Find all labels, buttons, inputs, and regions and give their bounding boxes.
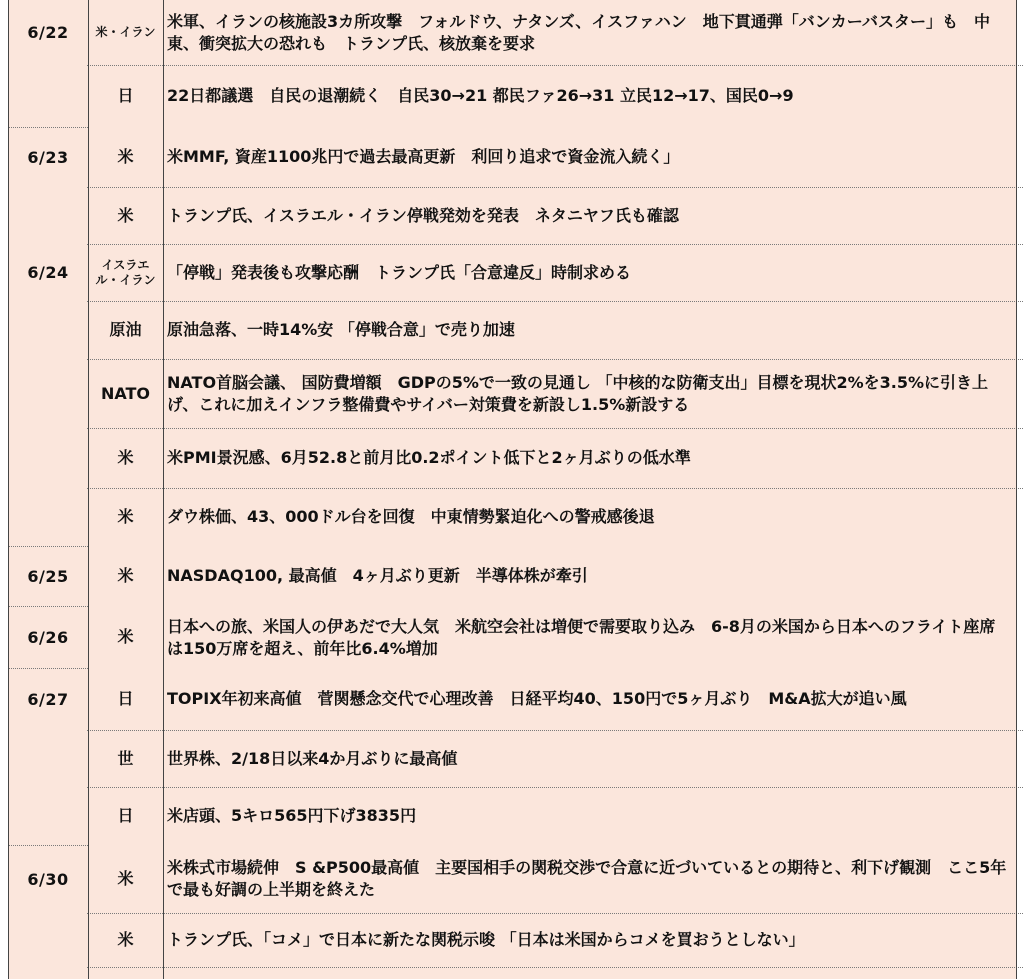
table-row xyxy=(0,488,1024,546)
column-divider xyxy=(8,0,9,979)
row-divider xyxy=(8,127,88,128)
row-date xyxy=(8,428,88,488)
row-headline: 日本への旅、米国人の伊あだで大人気 米航空会社は増便で需要取り込み 6-8月の米国から日本へのフライト座席は150万席を超え、前年比6.4%増加 xyxy=(167,617,996,658)
row-headline: ダウ株価、43、000ドル台を回復 中東情勢緊迫化への警戒感後退 xyxy=(167,507,655,526)
row-divider xyxy=(87,967,1024,968)
row-headline: 米株式市場続伸 S &P500最高値 主要国相手の関税交渉で合意に近づいているとの期待と、利下げ観測 ここ5年で最も好調の上半期を終えた xyxy=(167,858,1007,899)
row-headline: 世界株、2/18日以来4か月ぶりに最高値 xyxy=(167,748,458,768)
row-headline: 22日都議選 自民の退潮続く 自民30→21 都民ファ26→31 立民12→17、国民0→9 xyxy=(167,86,794,105)
row-date: 6/26 xyxy=(27,627,69,647)
table-row xyxy=(0,359,1024,428)
table-row xyxy=(0,913,1024,967)
table-row xyxy=(0,787,1024,845)
table-row xyxy=(0,65,1024,127)
table-row xyxy=(0,668,1024,730)
row-category: 米 xyxy=(117,507,134,526)
row-divider xyxy=(8,668,88,669)
row-category: 米 xyxy=(117,627,134,646)
row-date xyxy=(8,359,88,428)
row-date xyxy=(8,913,88,967)
table-row xyxy=(0,127,1024,187)
row-date: 6/23 xyxy=(27,147,69,167)
row-date xyxy=(8,187,88,244)
row-divider xyxy=(87,359,1024,360)
row-category: NATO xyxy=(100,383,151,403)
row-headline: 米MMF, 資産1100兆円で過去最高更新 利回り追求で資金流入続く」 xyxy=(167,147,680,166)
row-headline: 米店頭、5キロ565円下げ3835円 xyxy=(167,806,417,825)
row-divider xyxy=(87,428,1024,429)
row-date: 6/27 xyxy=(27,689,69,709)
row-category: 米 xyxy=(117,869,134,888)
row-headline: NASDAQ100, 最高値 4ヶ月ぶり更新 半導体株が牽引 xyxy=(167,566,588,585)
row-category: 米 xyxy=(117,930,134,949)
row-category: 米 xyxy=(117,566,134,585)
row-headline: 「停戦」発表後も攻撃応酬 トランプ氏「合意違反」時制求める xyxy=(167,262,632,282)
table-row xyxy=(0,730,1024,787)
row-category: 米 xyxy=(117,147,134,166)
row-date xyxy=(8,730,88,787)
table-row xyxy=(0,546,1024,606)
row-divider xyxy=(87,65,1024,66)
row-divider xyxy=(8,546,88,547)
row-date xyxy=(8,787,88,845)
row-divider xyxy=(87,730,1024,731)
row-headline: 米PMI景況感、6月52.8と前月比0.2ポイント低下と2ヶ月ぶりの低水準 xyxy=(167,448,691,467)
row-category: 米 xyxy=(117,448,134,467)
row-date: 6/24 xyxy=(27,263,69,282)
row-date: 6/25 xyxy=(27,566,69,586)
row-category: イスラエル・イラン xyxy=(95,257,156,287)
row-date xyxy=(8,65,88,127)
table-row xyxy=(0,244,1024,301)
row-divider xyxy=(87,488,1024,489)
table-row xyxy=(0,301,1024,359)
row-category: 世 xyxy=(117,748,134,768)
row-divider xyxy=(8,606,88,607)
table-row xyxy=(0,428,1024,488)
row-divider xyxy=(87,913,1024,914)
row-date xyxy=(8,488,88,546)
row-date xyxy=(8,301,88,359)
column-divider xyxy=(88,0,89,979)
row-date: 6/22 xyxy=(27,23,69,42)
row-divider xyxy=(8,845,88,846)
row-headline: TOPIX年初来高値 菅関懸念交代で心理改善 日経平均40、150円で5ヶ月ぶり M&A拡大が追い風 xyxy=(167,689,907,708)
table-row xyxy=(0,606,1024,668)
table-row xyxy=(0,967,1024,979)
row-divider xyxy=(87,787,1024,788)
row-category: 原油 xyxy=(109,320,142,339)
column-divider xyxy=(1016,0,1017,979)
row-headline: 原油急落、一時14%安 「停戦合意」で売り加速 xyxy=(167,320,515,339)
table-row xyxy=(0,845,1024,913)
row-date: 6/30 xyxy=(27,869,69,889)
row-headline: 米軍、イランの核施設3カ所攻撃 フォルドウ、ナタンズ、イスファハン 地下貫通弾「バンカーバスター」も 中東、衝突拡大の恐れも トランプ氏、核放棄を要求 xyxy=(167,11,990,53)
column-divider xyxy=(163,0,164,979)
row-category: 米 xyxy=(117,205,134,225)
row-category: 日 xyxy=(117,86,134,105)
table-row xyxy=(0,0,1024,65)
row-headline: トランプ氏、イスラエル・イラン停戦発効を発表 ネタニヤフ氏も確認 xyxy=(167,205,679,225)
row-divider xyxy=(87,244,1024,245)
row-category: 日 xyxy=(117,806,134,825)
row-headline: トランプ氏、「コメ」で日本に新たな関税示唆 「日本は米国からコメを買おうとしない」 xyxy=(167,930,805,949)
row-category: 米・イラン xyxy=(95,25,156,39)
row-category: 日 xyxy=(117,689,134,708)
row-divider xyxy=(87,301,1024,302)
row-headline: NATO首脳会議、 国防費増額 GDPの5%で一致の見通し 「中核的な防衛支出」目標を現状2%を3.5%に引き上げ、これに加えインフラ整備費やサイバー対策費を新設し1.5%新設する xyxy=(167,372,989,414)
row-divider xyxy=(87,187,1024,188)
table-row xyxy=(0,187,1024,244)
